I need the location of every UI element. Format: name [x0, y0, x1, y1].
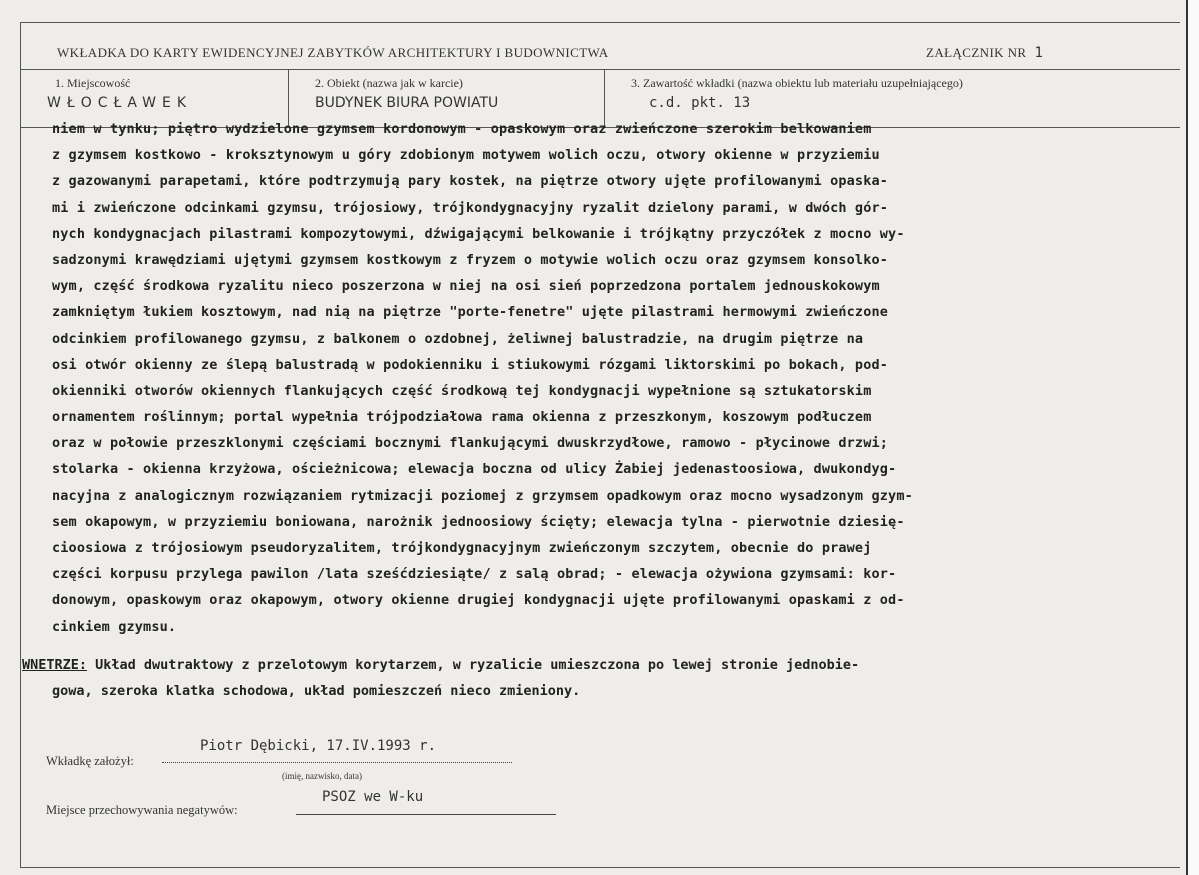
locality-value: WŁOCŁAWEK	[47, 95, 193, 111]
object-label: 2. Obiekt (nazwa jak w karcie)	[315, 76, 463, 90]
interior-text-1: Układ dwutraktowy z przelotowym korytarzem, w ryzalicie umieszczona po lewej stronie jednobie-	[87, 657, 860, 673]
interior-line-1	[22, 652, 1142, 678]
text-line: nych kondygnacjach pilastrami kompozytowymi, dźwigającymi belkowanie i trójkątny przyczółek z mocno wy-	[52, 225, 905, 242]
description-text	[52, 116, 1132, 640]
annex-label-text: ZAŁĄCZNIK NR	[926, 45, 1027, 60]
text-line: odcinkiem profilowanego gzymsu, z balkonem o ozdobnej, żeliwnej balustradzie, na drugim piętrze na	[52, 330, 864, 347]
annex-label	[926, 45, 1043, 61]
interior-label: WNETRZE:	[22, 657, 88, 673]
text-line: zamkniętym łukiem kosztowym, nad nią na piętrze "porte-fenetre" ujęte pilastrami hermowymi zwieńczone	[52, 304, 889, 321]
text-line: ornamentem roślinnym; portal wypełnia trójpodziałowa rama okienna z przeszkonym, koszowym podłuczem	[52, 409, 872, 426]
contents-value: c.d. pkt. 13	[649, 95, 751, 111]
card-title: WKŁADKA DO KARTY EWIDENCYJNEJ ZABYTKÓW ARCHITEKTURY I BUDOWNICTWA	[57, 45, 609, 60]
object-value: BUDYNEK BIURA POWIATU	[315, 95, 499, 111]
storage-line	[296, 814, 556, 815]
text-line: osi otwór okienny ze ślepą balustradą w podokienniku i stiukowymi rózgami liktorskimi po bokach, pod-	[52, 356, 889, 373]
text-line: donowym, opaskowym oraz okapowym, otwory okienne drugiej kondygnacji ujęte profilowanymi opaskami z od-	[52, 592, 905, 609]
text-line: części korpusu przylega pawilon /lata sześćdziesiąte/ z salą obrad; - elewacja ożywiona gzymsami: kor-	[52, 566, 897, 583]
author-hint: (imię, nazwisko, data)	[282, 771, 362, 781]
text-line: stolarka - okienna krzyżowa, ościeżnicowa; elewacja boczna od ulicy Żabiej jedenastoosiowa, dwukondyg-	[52, 461, 897, 478]
text-line: niem w tynku; piętro wydzielone gzymsem kordonowym - opaskowym oraz zwieńczone szerokim belkowaniem	[52, 121, 872, 137]
storage-value: PSOZ we W-ku	[322, 789, 424, 805]
text-line: cinkiem gzymsu.	[52, 618, 177, 635]
text-line: z gzymsem kostkowo - kroksztynowym u góry zdobionym motywem wolich oczu, otwory okienne w przyziemiu	[52, 147, 880, 164]
contents-label: 3. Zawartość wkładki (nazwa obiektu lub materiału uzupełniającego)	[631, 76, 963, 90]
storage-label: Miejsce przechowywania negatywów:	[46, 803, 238, 817]
text-line: z gazowanymi parapetami, które podtrzymują pary kostek, na piętrze otwory ujęte profilowanymi opaska-	[52, 173, 889, 190]
locality-label: 1. Miejscowość	[55, 76, 131, 90]
text-line: okienniki otworów okiennych flankujących część środkową tej kondygnacji wypełnione są sztukatorskim	[52, 382, 872, 399]
text-line: oraz w połowie przeszklonymi częściami bocznymi flankującymi dwuskrzydłowe, ramowo - płycinowe drzwi;	[52, 435, 889, 452]
interior-section	[22, 652, 1142, 704]
text-line: sadzonymi krawędziami ujętymi gzymsem kostkowym z fryzem o motywie wolich oczu oraz gzymsem konsolko-	[52, 251, 889, 268]
author-label: Wkładkę założył:	[46, 754, 134, 768]
interior-line-2: gowa, szeroka klatka schodowa, układ pomieszczeń nieco zmieniony.	[52, 683, 581, 699]
text-line: wym, część środkowa ryzalitu nieco poszerzona w niej na osi sień poprzedzona portalem jednouskokowym	[52, 278, 880, 295]
text-line: nacyjna z analogicznym rozwiązaniem rytmizacji poziomej z grzymsem opadkowym oraz mocno wysadzonym gzym-	[52, 487, 913, 504]
author-dotted-line	[162, 762, 512, 763]
text-line: cioosiowa z trójosiowym pseudoryzalitem, trójkondygnacyjnym zwieńczonym szczytem, obecnie do prawej	[52, 540, 872, 556]
card-edge	[1186, 0, 1199, 875]
text-line: mi i zwieńczone odcinkami gzymsu, trójosiowy, trójkondygnacyjny ryzalit dzielony parami, w dwóch gór-	[52, 199, 889, 216]
author-value: Piotr Dębicki, 17.IV.1993 r.	[200, 738, 437, 754]
card-header	[21, 23, 1180, 70]
annex-number: 1	[1034, 45, 1044, 61]
text-line: sem okapowym, w przyziemiu boniowana, narożnik jednoosiowy ścięty; elewacja tylna - pierwotnie dziesię-	[52, 513, 905, 530]
